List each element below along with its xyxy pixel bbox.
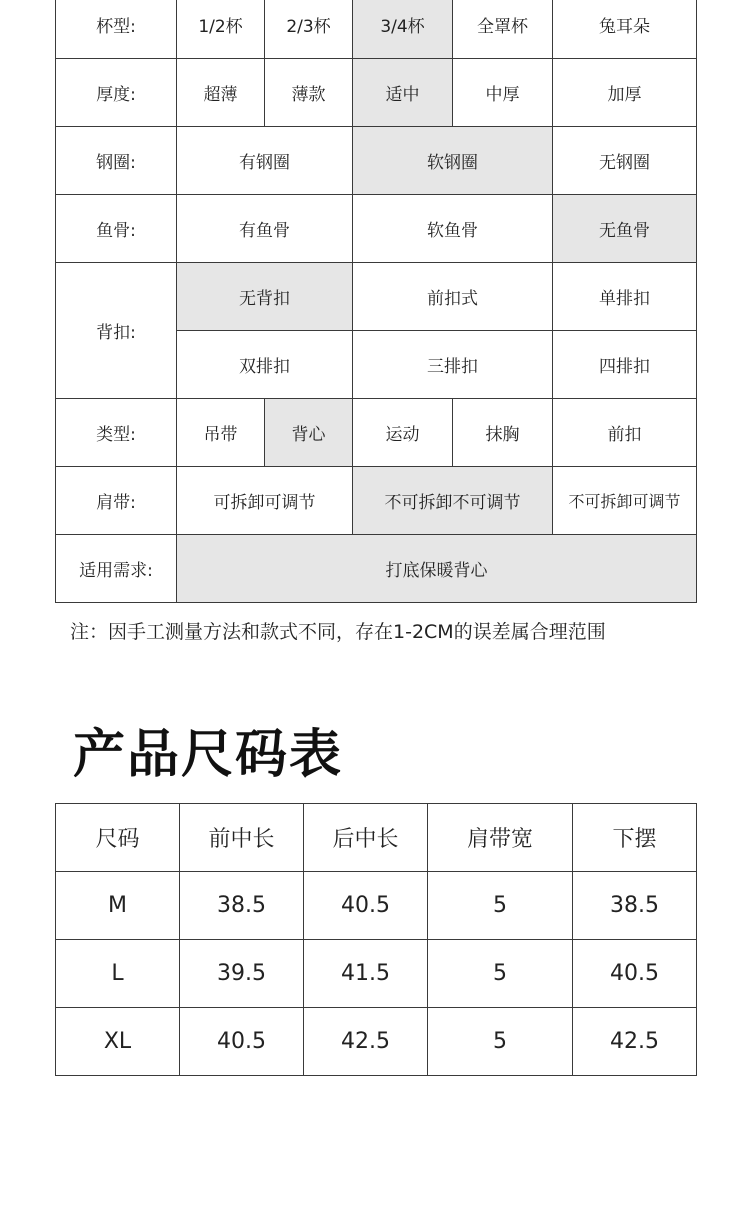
- spec-row-bone: [56, 195, 697, 263]
- table-row: [56, 872, 697, 940]
- size-cell: 5: [428, 872, 573, 940]
- option-cup-half: 1/2杯: [177, 0, 265, 59]
- size-header-front-length: 前中长: [180, 804, 304, 872]
- spec-row-type: [56, 399, 697, 467]
- option-clasp-single-row: 单排扣: [553, 263, 697, 331]
- size-cell: 42.5: [304, 1008, 428, 1076]
- option-type-camisole: 吊带: [177, 399, 265, 467]
- size-header-back-length: 后中长: [304, 804, 428, 872]
- option-type-vest-selected: 背心: [265, 399, 353, 467]
- size-cell: 40.5: [304, 872, 428, 940]
- option-wire-yes: 有钢圈: [177, 127, 353, 195]
- option-cup-full: 全罩杯: [453, 0, 553, 59]
- option-thickness-thin: 薄款: [265, 59, 353, 127]
- option-thickness-medium-selected: 适中: [353, 59, 453, 127]
- option-clasp-front: 前扣式: [353, 263, 553, 331]
- option-thickness-thick: 加厚: [553, 59, 697, 127]
- size-cell: 41.5: [304, 940, 428, 1008]
- spec-row-thickness: [56, 59, 697, 127]
- spec-row-strap: [56, 467, 697, 535]
- option-bone-soft: 软鱼骨: [353, 195, 553, 263]
- option-strap-detachable-adjustable: 可拆卸可调节: [177, 467, 353, 535]
- spec-row-cup: [56, 0, 697, 59]
- size-header-row: [56, 804, 697, 872]
- usage-value: 打底保暖背心: [177, 535, 697, 603]
- size-header-size: 尺码: [56, 804, 180, 872]
- option-bone-yes: 有鱼骨: [177, 195, 353, 263]
- spec-label-thickness: 厚度:: [56, 59, 177, 127]
- spec-table: [55, 0, 697, 603]
- table-row: [56, 940, 697, 1008]
- option-cup-two-thirds: 2/3杯: [265, 0, 353, 59]
- option-cup-bunny-ear: 兔耳朵: [553, 0, 697, 59]
- size-cell: XL: [56, 1008, 180, 1076]
- option-thickness-medium-thick: 中厚: [453, 59, 553, 127]
- option-clasp-triple-row: 三排扣: [353, 331, 553, 399]
- option-wire-none: 无钢圈: [553, 127, 697, 195]
- option-type-front-clasp: 前扣: [553, 399, 697, 467]
- spec-row-clasp: [56, 263, 697, 331]
- size-cell: M: [56, 872, 180, 940]
- spec-label-cup: 杯型:: [56, 0, 177, 59]
- size-cell: 5: [428, 1008, 573, 1076]
- spec-label-usage: 适用需求:: [56, 535, 177, 603]
- table-row: [56, 1008, 697, 1076]
- size-cell: 39.5: [180, 940, 304, 1008]
- option-strap-fixed-nonadjustable-selected: 不可拆卸不可调节: [353, 467, 553, 535]
- option-thickness-ultra-thin: 超薄: [177, 59, 265, 127]
- size-cell: 38.5: [573, 872, 697, 940]
- size-cell: 5: [428, 940, 573, 1008]
- option-bone-none-selected: 无鱼骨: [553, 195, 697, 263]
- size-cell: 38.5: [180, 872, 304, 940]
- spec-label-bone: 鱼骨:: [56, 195, 177, 263]
- option-cup-three-quarter-selected: 3/4杯: [353, 0, 453, 59]
- size-chart-title: 产品尺码表: [73, 725, 344, 785]
- spec-label-type: 类型:: [56, 399, 177, 467]
- option-clasp-double-row: 双排扣: [177, 331, 353, 399]
- spec-label-strap: 肩带:: [56, 467, 177, 535]
- option-clasp-quad-row: 四排扣: [553, 331, 697, 399]
- option-strap-fixed-adjustable: 不可拆卸可调节: [553, 467, 697, 535]
- size-chart-table: [55, 803, 697, 1076]
- spec-row-usage: [56, 535, 697, 603]
- size-cell: 40.5: [573, 940, 697, 1008]
- spec-label-clasp: 背扣:: [56, 263, 177, 399]
- size-cell: 40.5: [180, 1008, 304, 1076]
- option-clasp-none-selected: 无背扣: [177, 263, 353, 331]
- spec-label-wire: 钢圈:: [56, 127, 177, 195]
- option-wire-soft-selected: 软钢圈: [353, 127, 553, 195]
- size-cell: 42.5: [573, 1008, 697, 1076]
- option-type-sport: 运动: [353, 399, 453, 467]
- size-header-hem: 下摆: [573, 804, 697, 872]
- size-header-strap-width: 肩带宽: [428, 804, 573, 872]
- size-cell: L: [56, 940, 180, 1008]
- spec-row-wire: [56, 127, 697, 195]
- option-type-tube: 抹胸: [453, 399, 553, 467]
- measurement-note: 注：因手工测量方法和款式不同，存在1-2CM的误差属合理范围: [70, 621, 606, 643]
